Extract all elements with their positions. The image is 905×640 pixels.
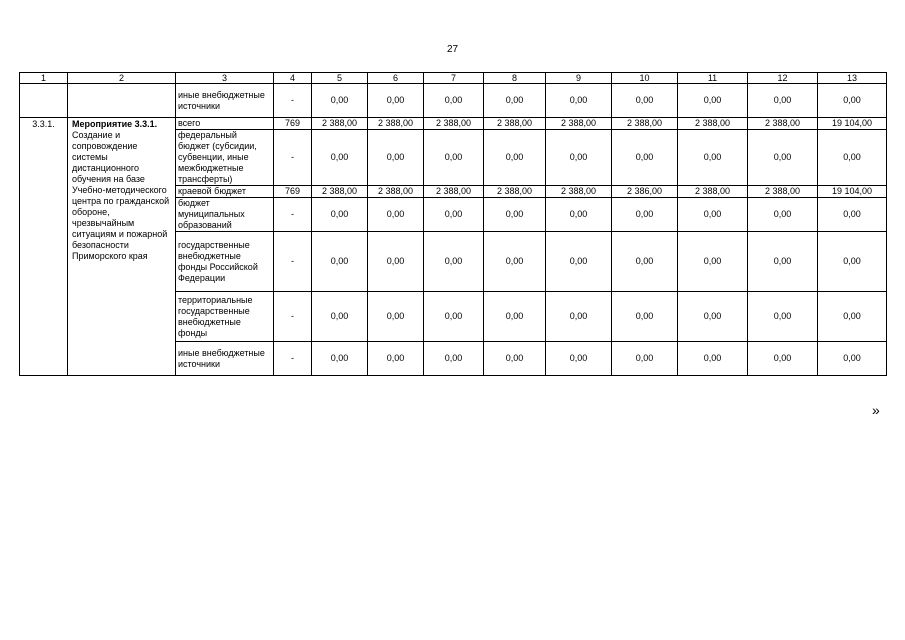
value-cell: 0,00: [818, 84, 887, 118]
value-cell: 0,00: [484, 198, 546, 232]
value-cell: 0,00: [612, 84, 678, 118]
value-cell: 0,00: [546, 232, 612, 292]
item-code: 3.3.1.: [20, 118, 68, 376]
value-cell: 0,00: [312, 342, 368, 376]
column-header-7: 7: [424, 73, 484, 84]
column-header-10: 10: [612, 73, 678, 84]
funding-source: территориальные государственные внебюджетные фонды: [176, 292, 274, 342]
empty-cell: [20, 84, 68, 118]
value-cell: 2 388,00: [312, 118, 368, 130]
closing-quote: »: [872, 402, 880, 418]
item-title-description: Создание и сопровождение системы дистанционного обучения на базе Учебно-методического центра по гражданской обороне, чрезвычайным ситуациям и пожарной безопасности Приморского края: [72, 130, 170, 261]
value-cell: 2 388,00: [424, 186, 484, 198]
value-cell: 0,00: [818, 232, 887, 292]
funding-source: иные внебюджетные источники: [176, 84, 274, 118]
value-cell: 0,00: [484, 84, 546, 118]
value-cell: 0,00: [818, 292, 887, 342]
value-cell: 0,00: [612, 130, 678, 186]
value-cell: 0,00: [424, 342, 484, 376]
value-cell: 0,00: [678, 198, 748, 232]
value-cell: 0,00: [748, 130, 818, 186]
value-cell: 0,00: [312, 130, 368, 186]
value-cell: 0,00: [748, 198, 818, 232]
value-cell: 0,00: [424, 292, 484, 342]
column-header-12: 12: [748, 73, 818, 84]
value-cell: 2 388,00: [748, 118, 818, 130]
value-cell: 0,00: [424, 232, 484, 292]
funding-source: федеральный бюджет (субсидии, субвенции, иные межбюджетные трансферты): [176, 130, 274, 186]
funding-source: бюджет муниципальных образований: [176, 198, 274, 232]
column-header-4: 4: [274, 73, 312, 84]
value-cell: 19 104,00: [818, 186, 887, 198]
value-cell: 2 388,00: [484, 186, 546, 198]
value-cell: 2 388,00: [748, 186, 818, 198]
column-header-1: 1: [20, 73, 68, 84]
column-header-6: 6: [368, 73, 424, 84]
value-cell: 0,00: [612, 342, 678, 376]
value-cell: 0,00: [546, 130, 612, 186]
column-header-8: 8: [484, 73, 546, 84]
value-cell: 0,00: [368, 198, 424, 232]
value-cell: 0,00: [312, 84, 368, 118]
column-header-13: 13: [818, 73, 887, 84]
value-cell: 0,00: [678, 342, 748, 376]
code-cell: -: [274, 84, 312, 118]
empty-cell: [68, 84, 176, 118]
value-cell: 2 388,00: [546, 186, 612, 198]
value-cell: 0,00: [678, 84, 748, 118]
value-cell: 0,00: [546, 84, 612, 118]
value-cell: 0,00: [818, 342, 887, 376]
value-cell: 0,00: [484, 130, 546, 186]
column-header-11: 11: [678, 73, 748, 84]
column-header-2: 2: [68, 73, 176, 84]
value-cell: 0,00: [424, 130, 484, 186]
value-cell: 0,00: [678, 232, 748, 292]
value-cell: 2 388,00: [368, 118, 424, 130]
value-cell: 0,00: [748, 232, 818, 292]
value-cell: 0,00: [424, 198, 484, 232]
table-row: [20, 84, 887, 118]
value-cell: 0,00: [312, 198, 368, 232]
value-cell: 2 388,00: [484, 118, 546, 130]
value-cell: 2 388,00: [612, 118, 678, 130]
value-cell: 0,00: [368, 292, 424, 342]
column-header-3: 3: [176, 73, 274, 84]
value-cell: 0,00: [612, 198, 678, 232]
funding-source: государственные внебюджетные фонды Российской Федерации: [176, 232, 274, 292]
code-cell: 769: [274, 186, 312, 198]
value-cell: 0,00: [612, 232, 678, 292]
value-cell: 0,00: [484, 342, 546, 376]
funding-source: краевой бюджет: [176, 186, 274, 198]
value-cell: 0,00: [748, 292, 818, 342]
funding-source: иные внебюджетные источники: [176, 342, 274, 376]
column-header-5: 5: [312, 73, 368, 84]
value-cell: 0,00: [312, 292, 368, 342]
value-cell: 0,00: [312, 232, 368, 292]
value-cell: 0,00: [368, 232, 424, 292]
item-title-heading: Мероприятие 3.3.1.: [72, 119, 158, 129]
value-cell: 0,00: [678, 130, 748, 186]
value-cell: 0,00: [546, 342, 612, 376]
value-cell: 0,00: [546, 198, 612, 232]
value-cell: 2 388,00: [424, 118, 484, 130]
value-cell: 0,00: [368, 342, 424, 376]
code-cell: 769: [274, 118, 312, 130]
code-cell: -: [274, 342, 312, 376]
value-cell: 0,00: [368, 84, 424, 118]
value-cell: 2 388,00: [312, 186, 368, 198]
value-cell: 0,00: [484, 232, 546, 292]
code-cell: -: [274, 232, 312, 292]
value-cell: 0,00: [546, 292, 612, 342]
code-cell: -: [274, 292, 312, 342]
value-cell: 0,00: [424, 84, 484, 118]
page-number: 27: [446, 44, 459, 55]
value-cell: 0,00: [818, 198, 887, 232]
item-title: [68, 118, 176, 376]
value-cell: 0,00: [368, 130, 424, 186]
value-cell: 2 388,00: [368, 186, 424, 198]
value-cell: 0,00: [748, 342, 818, 376]
value-cell: 0,00: [612, 292, 678, 342]
column-header-9: 9: [546, 73, 612, 84]
value-cell: 0,00: [484, 292, 546, 342]
budget-table: [19, 72, 887, 376]
value-cell: 0,00: [818, 130, 887, 186]
value-cell: 19 104,00: [818, 118, 887, 130]
value-cell: 2 388,00: [678, 186, 748, 198]
code-cell: -: [274, 198, 312, 232]
header-row: [20, 73, 887, 84]
code-cell: -: [274, 130, 312, 186]
value-cell: 2 388,00: [678, 118, 748, 130]
value-cell: 2 388,00: [546, 118, 612, 130]
value-cell: 0,00: [748, 84, 818, 118]
funding-source: всего: [176, 118, 274, 130]
value-cell: 0,00: [678, 292, 748, 342]
table-row: [20, 118, 887, 130]
value-cell: 2 386,00: [612, 186, 678, 198]
